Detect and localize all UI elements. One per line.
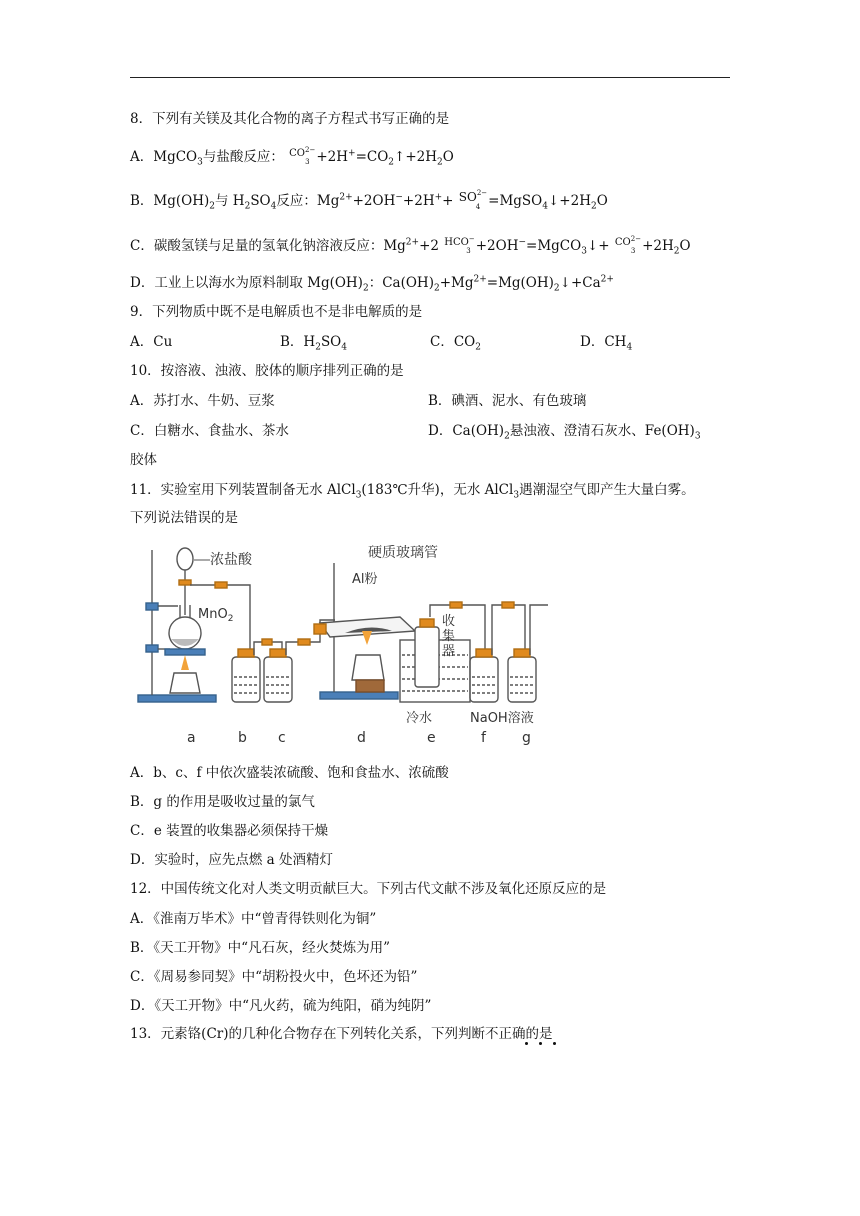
q8-option-a[interactable]: A．MgCO$_3$与盐酸反应： $CO^{2-}$ 3 $+2H^+=CO_2↑+2H_2O$ bbox=[130, 145, 454, 168]
label-naoh: NaOH溶液 bbox=[470, 711, 534, 726]
bottle-f bbox=[470, 657, 498, 702]
label-tube: 硬质玻璃管 bbox=[368, 545, 438, 561]
q11-option-a[interactable]: A．b、c、f 中依次盛装浓硫酸、饱和食盐水、浓硫酸 bbox=[130, 765, 449, 781]
carbonate-ion: $CO^{2-}$ 3 bbox=[289, 145, 316, 166]
q9-stem: 9．下列物质中既不是电解质也不是非电解质的是 bbox=[130, 304, 423, 320]
clamp-upper bbox=[146, 603, 158, 610]
q9-option-d[interactable]: D．$CH_4$ bbox=[580, 334, 633, 353]
q11-option-c[interactable]: C．e 装置的收集器必须保持干燥 bbox=[130, 823, 329, 839]
bicarbonate-ion: HCO− 3 bbox=[444, 234, 475, 255]
label-al: Al粉 bbox=[352, 572, 378, 587]
label-hcl: 浓盐酸 bbox=[210, 552, 252, 568]
label-cold-water: 冷水 bbox=[406, 711, 433, 726]
apparatus-diagram bbox=[130, 545, 560, 750]
q13-stem: 13．元素铬(Cr)的几种化合物存在下列转化关系，下列判断不正确的是 bbox=[130, 1026, 553, 1042]
q11-stem-continued: 下列说法错误的是 bbox=[130, 510, 238, 526]
q8-option-d[interactable]: D．工业上以海水为原料制取 $Mg(OH)_2$：$Ca(OH)_2+Mg^{2+}=Mg(OH)_2↓+Ca^{2+}$ bbox=[130, 274, 614, 294]
sulfate-ion: $SO^{2-}$ 4 bbox=[458, 188, 488, 211]
q10-option-d-continued: 胶体 bbox=[130, 452, 157, 468]
q11-stem: 11．实验室用下列装置制备无水 AlCl$_3$(183℃升华)，无水 AlCl$_3$遇潮湿空气即产生大量白雾。 bbox=[130, 482, 695, 501]
letter-b: b bbox=[238, 730, 247, 746]
header-rule bbox=[130, 77, 730, 78]
q12-option-c[interactable]: C．《周易参同契》中“胡粉投火中，色坏还为铅” bbox=[130, 969, 418, 985]
q12-option-b[interactable]: B．《天工开物》中“凡石灰，经火焚炼为用” bbox=[130, 940, 390, 956]
label-collector-3: 器 bbox=[442, 644, 456, 659]
clamp-lower bbox=[146, 645, 158, 652]
alcohol-lamp-d bbox=[352, 655, 384, 680]
q11-option-d[interactable]: D．实验时，应先点燃 a 处酒精灯 bbox=[130, 852, 333, 868]
q10-option-a[interactable]: A．苏打水、牛奶、豆浆 bbox=[130, 393, 275, 409]
alcohol-lamp-a bbox=[170, 673, 200, 693]
stand-base bbox=[138, 695, 216, 702]
collector bbox=[415, 627, 439, 687]
q9-option-b[interactable]: B．$H_2SO_4$ bbox=[280, 334, 347, 353]
q9-option-a[interactable]: A．Cu bbox=[130, 334, 173, 350]
q12-option-a[interactable]: A．《淮南万毕术》中“曾青得铁则化为铜” bbox=[130, 911, 377, 927]
bottle-b bbox=[232, 657, 260, 702]
letter-f: f bbox=[481, 730, 486, 746]
q10-option-d[interactable]: D．$Ca(OH)_2$悬浊液、澄清石灰水、$Fe(OH)_3$ bbox=[428, 423, 701, 442]
q10-option-b[interactable]: B．碘酒、泥水、有色玻璃 bbox=[428, 393, 587, 409]
label-collector-2: 集 bbox=[442, 629, 456, 644]
bottle-g bbox=[508, 657, 536, 702]
letter-a: a bbox=[187, 730, 196, 746]
q10-stem: 10．按溶液、浊液、胶体的顺序排列正确的是 bbox=[130, 363, 404, 379]
letter-e: e bbox=[427, 730, 436, 746]
label-collector-1: 收 bbox=[442, 614, 456, 629]
label-mno2: MnO$_2$ bbox=[198, 607, 234, 624]
q8-option-b[interactable]: B．$Mg(OH)_2$与 $H_2SO_4$反应：$Mg^{2+}+2OH^-+2H^++$ $SO^{2-}$ 4 $=MgSO_4↓+2H_2O$ bbox=[130, 188, 608, 212]
carbonate-ion: $CO^{2-}$ 3 bbox=[614, 234, 642, 255]
q9-option-c[interactable]: C．$CO_2$ bbox=[430, 334, 481, 353]
q12-stem: 12．中国传统文化对人类文明贡献巨大。下列古代文献不涉及氧化还原反应的是 bbox=[130, 881, 607, 897]
q12-option-d[interactable]: D．《天工开物》中“凡火药，硫为纯阳，硝为纯阴” bbox=[130, 998, 432, 1014]
separatory-funnel bbox=[177, 548, 193, 570]
bottle-c bbox=[264, 657, 292, 702]
q10-option-c[interactable]: C．白糖水、食盐水、茶水 bbox=[130, 423, 289, 439]
q8-option-c[interactable]: C．碳酸氢镁与足量的氢氧化钠溶液反应：$Mg^{2+}+2$ HCO− 3 +2OH−=MgCO$_3$↓+ $CO^{2-}$ 3 $+2H_2O$ bbox=[130, 234, 691, 257]
letter-g: g bbox=[522, 730, 531, 746]
q8-stem: 8．下列有关镁及其化合物的离子方程式书写正确的是 bbox=[130, 111, 450, 127]
letter-c: c bbox=[278, 730, 286, 746]
letter-d: d bbox=[357, 730, 366, 746]
emphasis-dots bbox=[522, 1042, 562, 1048]
q11-option-b[interactable]: B．g 的作用是吸收过量的氯气 bbox=[130, 794, 315, 810]
